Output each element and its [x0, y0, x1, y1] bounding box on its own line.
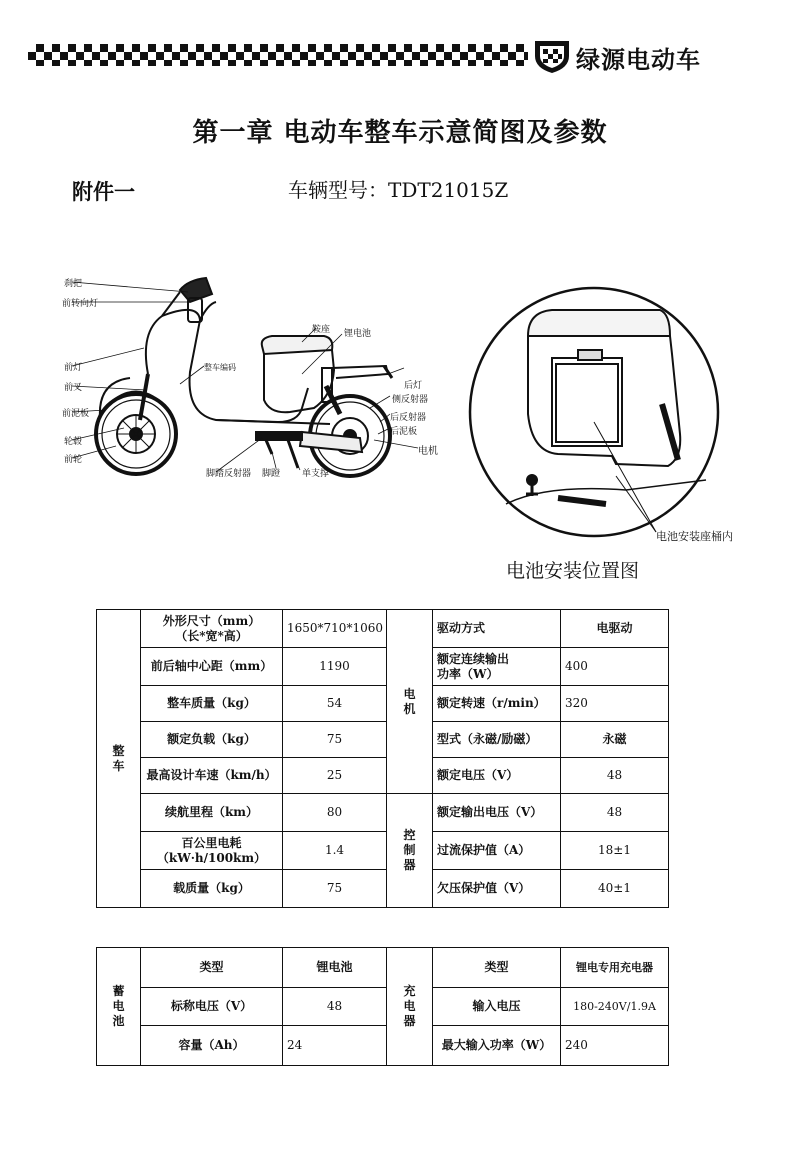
- spec-value: 电驱动: [561, 610, 669, 648]
- brand-name: 绿源电动车: [576, 46, 701, 74]
- spec-value: 48: [561, 794, 669, 832]
- label-motor: 电机: [418, 446, 438, 457]
- battery-caption: 电池安装位置图: [506, 560, 640, 582]
- spec-label: 载质量（kg）: [141, 870, 283, 908]
- attachment-label: 附件一: [72, 180, 135, 204]
- spec-value: 54: [283, 686, 387, 722]
- vehicle-spec-table: [96, 609, 669, 908]
- spec-value: 75: [283, 722, 387, 758]
- label-seat: 鞍座: [312, 325, 331, 335]
- spec-label: 额定输出电压（V）: [433, 794, 561, 832]
- label-brake-lever: 刹把: [64, 279, 83, 289]
- spec-value: 1650*710*1060: [283, 610, 387, 648]
- spec-label: 百公里电耗 （kW·h/100km）: [141, 832, 283, 870]
- label-front-wheel: 前轮: [64, 455, 83, 465]
- spec-value: 320: [561, 686, 669, 722]
- label-battery-position: 电池安装座桶内: [656, 530, 733, 543]
- spec-label: 额定电压（V）: [433, 758, 561, 794]
- label-front-turn-light: 前转向灯: [62, 299, 99, 309]
- label-side-reflector: 侧反射器: [392, 395, 429, 405]
- group-battery: 蓄 电 池: [97, 948, 141, 1066]
- spec-label: 欠压保护值（V）: [433, 870, 561, 908]
- spec-value: 18±1: [561, 832, 669, 870]
- spec-value: 80: [283, 794, 387, 832]
- group-controller: 控 制 器: [387, 794, 433, 908]
- group-vehicle: 整 车: [97, 610, 141, 908]
- label-pedal-reflector: 脚踏反射器: [206, 469, 252, 479]
- spec-label: 型式（永磁/励磁）: [433, 722, 561, 758]
- spec-value: 75: [283, 870, 387, 908]
- spec-value: 锂电专用充电器: [561, 948, 669, 988]
- label-kickstand: 单支撑: [302, 469, 330, 479]
- label-front-fender: 前泥板: [62, 409, 90, 419]
- spec-label: 续航里程（km）: [141, 794, 283, 832]
- spec-label: 外形尺寸（mm） （长*宽*高）: [141, 610, 283, 648]
- spec-label: 驱动方式: [433, 610, 561, 648]
- spec-value: 永磁: [561, 722, 669, 758]
- label-tail-light: 后灯: [404, 381, 423, 391]
- spec-value: 1.4: [283, 832, 387, 870]
- label-vin: 整车编码: [204, 363, 236, 372]
- spec-value: 48: [561, 758, 669, 794]
- spec-label: 额定负载（kg）: [141, 722, 283, 758]
- label-rear-fender: 后泥板: [390, 427, 418, 437]
- spec-value: 240: [561, 1026, 669, 1066]
- spec-label: 最大输入功率（W）: [433, 1026, 561, 1066]
- battery-spec-table: [96, 947, 669, 1066]
- spec-value: 180-240V/1.9A: [561, 988, 669, 1026]
- brand-logo: [532, 38, 722, 74]
- spec-label: 最高设计车速（km/h）: [141, 758, 283, 794]
- spec-label: 过流保护值（A）: [433, 832, 561, 870]
- label-rear-reflector: 后反射器: [390, 413, 427, 423]
- model-label: 车辆型号：TDT21015Z: [288, 178, 509, 202]
- spec-label: 输入电压: [433, 988, 561, 1026]
- label-front-fork: 前叉: [64, 383, 83, 393]
- spec-label: 类型: [433, 948, 561, 988]
- header-checker-band: [28, 44, 528, 66]
- spec-label: 整车质量（kg）: [141, 686, 283, 722]
- spec-label: 容量（Ah）: [141, 1026, 283, 1066]
- scooter-diagram: [40, 262, 470, 490]
- page-title: 第一章 电动车整车示意简图及参数: [192, 118, 608, 148]
- label-footrest: 脚蹬: [262, 469, 281, 479]
- label-headlight: 前灯: [64, 363, 83, 373]
- shield-logo-icon: [532, 38, 572, 74]
- spec-value: 锂电池: [283, 948, 387, 988]
- spec-value: 48: [283, 988, 387, 1026]
- label-hub: 轮毂: [64, 437, 83, 447]
- label-lithium-battery: 锂电池: [344, 329, 372, 339]
- spec-label: 前后轴中心距（mm）: [141, 648, 283, 686]
- spec-label: 额定转速（r/min）: [433, 686, 561, 722]
- spec-label: 额定连续输出 功率（W）: [433, 648, 561, 686]
- group-charger: 充 电 器: [387, 948, 433, 1066]
- spec-label: 类型: [141, 948, 283, 988]
- battery-position-diagram: [466, 284, 726, 546]
- spec-value: 1190: [283, 648, 387, 686]
- spec-value: 24: [283, 1026, 387, 1066]
- group-motor: 电 机: [387, 610, 433, 794]
- spec-value: 40±1: [561, 870, 669, 908]
- spec-value: 400: [561, 648, 669, 686]
- spec-value: 25: [283, 758, 387, 794]
- spec-label: 标称电压（V）: [141, 988, 283, 1026]
